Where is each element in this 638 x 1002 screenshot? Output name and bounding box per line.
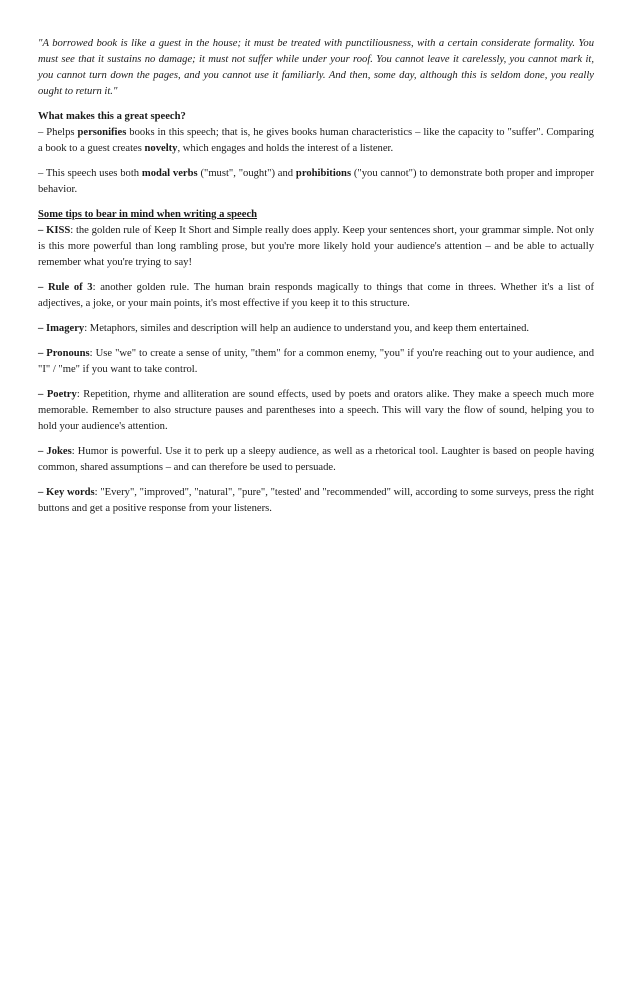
text-run: books in this speech; that is, he gives books human characteristics – like the capacity to "suffer". Comparing a book to a guest creates (38, 127, 594, 154)
text-run: ("you cannot") to demonstrate both proper and improper behavior. (38, 168, 594, 195)
tip-dash: – (38, 487, 47, 498)
tip-paragraph-pronouns (38, 346, 594, 378)
tip-term: Poetry (46, 389, 77, 400)
tip-dash: – (38, 389, 47, 400)
text-run: ("must", "ought") and (197, 168, 296, 179)
tip-paragraph-rule-of-3 (38, 280, 594, 312)
tip-term: KISS (46, 225, 71, 236)
section-heading-tips: Some tips to bear in mind when writing a speech (38, 209, 258, 220)
tip-paragraph-key-words (38, 485, 594, 517)
tip-paragraph-poetry (38, 387, 594, 435)
term-prohibitions: prohibitions (295, 168, 352, 179)
tip-text: : Use "we" to create a sense of unity, "them" for a common enemy, "you" if you're reaching out to your audience, and "I" / "me" if you want to take control. (38, 348, 594, 375)
analysis-paragraph-modal-verbs (38, 166, 594, 198)
tip-text: : "Every", "improved", "natural", "pure", "tested' and "recommended" will, according to some surveys, press the right buttons and get a positive response from your listeners. (38, 487, 594, 514)
tip-term: Pronouns (46, 348, 90, 359)
tip-text: : the golden rule of Keep It Short and Simple really does apply. Keep your sentences short, your grammar simple. Not only is this more powerful than long rambling prose, but you're more likely hold your audience's attention – and be able to actually remember what you're trying to say! (38, 225, 594, 268)
tip-paragraph-kiss (38, 223, 594, 271)
tip-term: Jokes (46, 446, 72, 457)
tip-dash: – (38, 446, 47, 457)
tip-paragraph-imagery (38, 321, 594, 337)
tip-term: Key words (46, 487, 95, 498)
tip-text: : Humor is powerful. Use it to perk up a sleepy audience, as well as a rhetorical tool. Laughter is based on people having common, shared assumptions – and can therefore be used to persuade. (38, 446, 594, 473)
term-modal-verbs: modal verbs (141, 168, 198, 179)
analysis-paragraph-personification (38, 125, 594, 157)
section-heading-great-speech: What makes this a great speech? (38, 111, 186, 122)
opening-quote: "A borrowed book is like a guest in the house; it must be treated with punctiliousness, with a certain considerate formality. You must see that it sustains no damage; it must not suffer while under your roof. You cannot leave it carelessly, you cannot mark it, you cannot turn down the pages, and you cannot use it familiarly. And then, some day, although this is seldom done, you really ought to return it." (38, 38, 594, 97)
tip-dash: – (38, 348, 47, 359)
tip-term: Imagery (45, 323, 85, 334)
text-run: – Phelps (38, 127, 78, 138)
tip-paragraph-jokes (38, 444, 594, 476)
tip-dash: – (38, 225, 47, 236)
tip-dash: – (38, 323, 46, 334)
term-novelty: novelty (144, 143, 178, 154)
tip-dash: – (38, 282, 48, 293)
term-personifies: personifies (77, 127, 127, 138)
tip-text: : Repetition, rhyme and alliteration are sound effects, used by poets and orators alike. They make a speech much more memorable. Remember to also structure pauses and parentheses into a speech. This will vary the flow of sound, helping you to hold your audience's attention. (38, 389, 594, 432)
document-page (38, 36, 594, 526)
tip-text: : Metaphors, similes and description will help an audience to understand you, and keep them entertained. (84, 323, 530, 334)
text-run: – This speech uses both (38, 168, 142, 179)
tip-term: Rule of 3 (47, 282, 93, 293)
text-run: , which engages and holds the interest of a listener. (177, 143, 394, 154)
tip-text: : another golden rule. The human brain responds magically to things that come in threes. Whether it's a list of adjectives, a joke, or your main points, it's most effective if you keep it to this structure. (38, 282, 594, 309)
